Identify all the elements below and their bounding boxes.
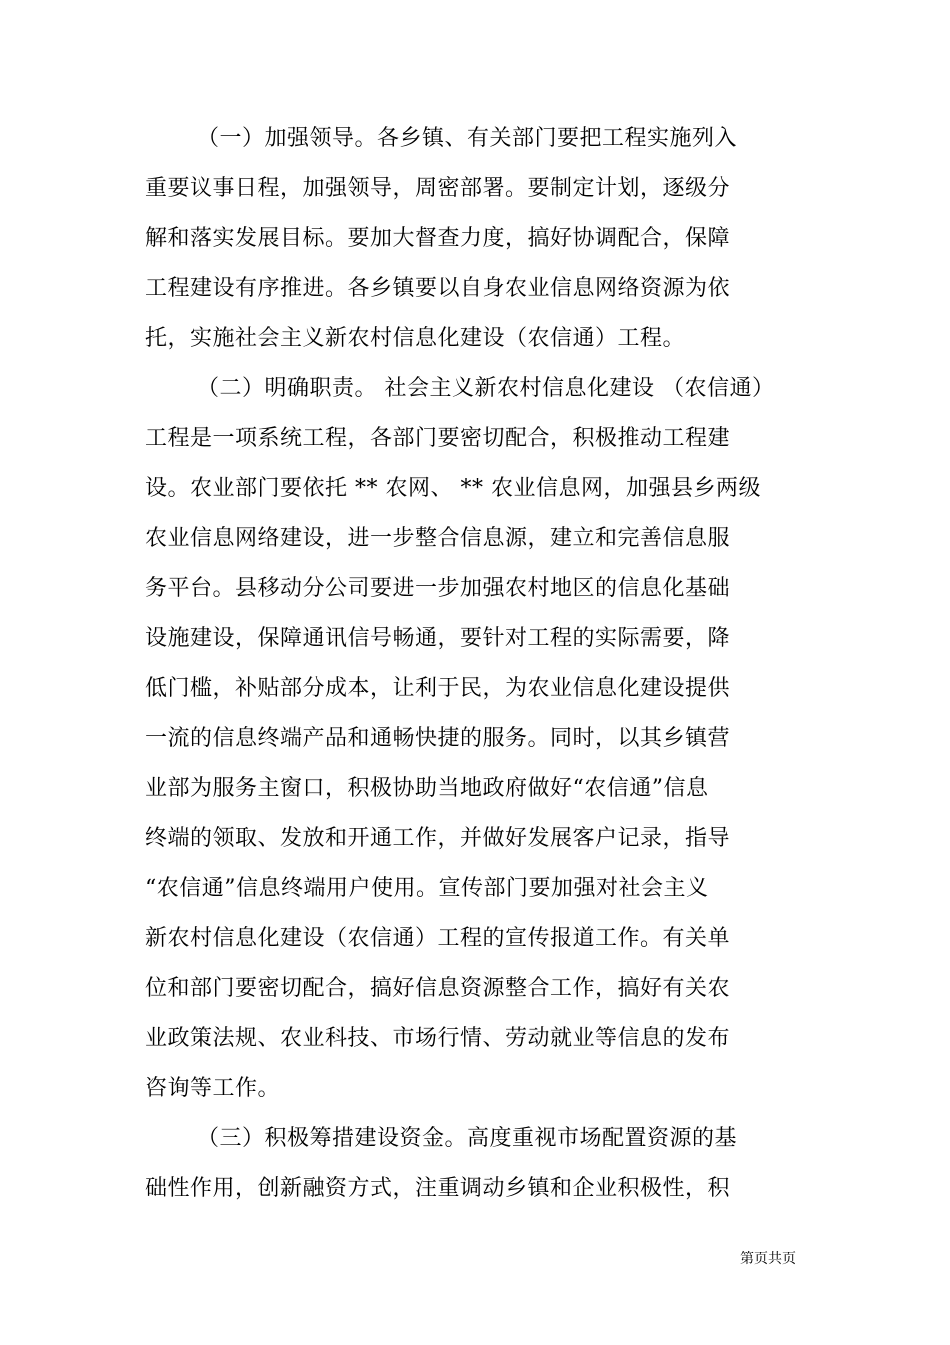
text-line: 业部为服务主窗口，积极协助当地政府做好“农信通”信息	[145, 776, 709, 801]
text-line: 托，实施社会主义新农村信息化建设（农信通）工程。	[145, 326, 686, 351]
text-line: 础性作用，创新融资方式，注重调动乡镇和企业积极性，积	[145, 1176, 731, 1201]
text-line: 位和部门要密切配合，搞好信息资源整合工作，搞好有关农	[145, 976, 731, 1001]
page-footer: 第页共页	[740, 1251, 796, 1267]
text-line: 一流的信息终端产品和通畅快捷的服务。同时，以其乡镇营	[145, 726, 731, 751]
text-line: 咨询等工作。	[145, 1076, 281, 1101]
text-line: 解和落实发展目标。要加大督查力度，搞好协调配合，保障	[145, 226, 731, 251]
text-line: 务平台。县移动分公司要进一步加强农村地区的信息化基础	[145, 576, 731, 601]
text-line: 低门槛，补贴部分成本，让利于民，为农业信息化建设提供	[145, 676, 731, 701]
text-line: 新农村信息化建设（农信通）工程的宣传报道工作。有关单	[145, 926, 731, 951]
text-line: 业政策法规、农业科技、市场行情、劳动就业等信息的发布	[145, 1026, 731, 1051]
text-line: 重要议事日程，加强领导，周密部署。要制定计划，逐级分	[145, 176, 731, 201]
text-line: （二）明确职责。 社会主义新农村信息化建设 （农信通）	[197, 376, 775, 401]
text-line: 工程是一项系统工程，各部门要密切配合，积极推动工程建	[145, 426, 731, 451]
text-line: 农业信息网络建设，进一步整合信息源，建立和完善信息服	[145, 526, 731, 551]
text-line: 工程建设有序推进。各乡镇要以自身农业信息网络资源为依	[145, 276, 731, 301]
text-line: 设施建设，保障通讯信号畅通，要针对工程的实际需要，降	[145, 626, 731, 651]
text-line: 设。农业部门要依托 ** 农网、 ** 农业信息网，加强县乡两级	[145, 476, 761, 501]
text-line: “农信通”信息终端用户使用。宣传部门要加强对社会主义	[145, 876, 709, 901]
text-line: （三）积极筹措建设资金。高度重视市场配置资源的基	[197, 1126, 738, 1151]
text-line: 终端的领取、发放和开通工作，并做好发展客户记录，指导	[145, 826, 731, 851]
text-line: （一）加强领导。各乡镇、有关部门要把工程实施列入	[197, 126, 738, 151]
